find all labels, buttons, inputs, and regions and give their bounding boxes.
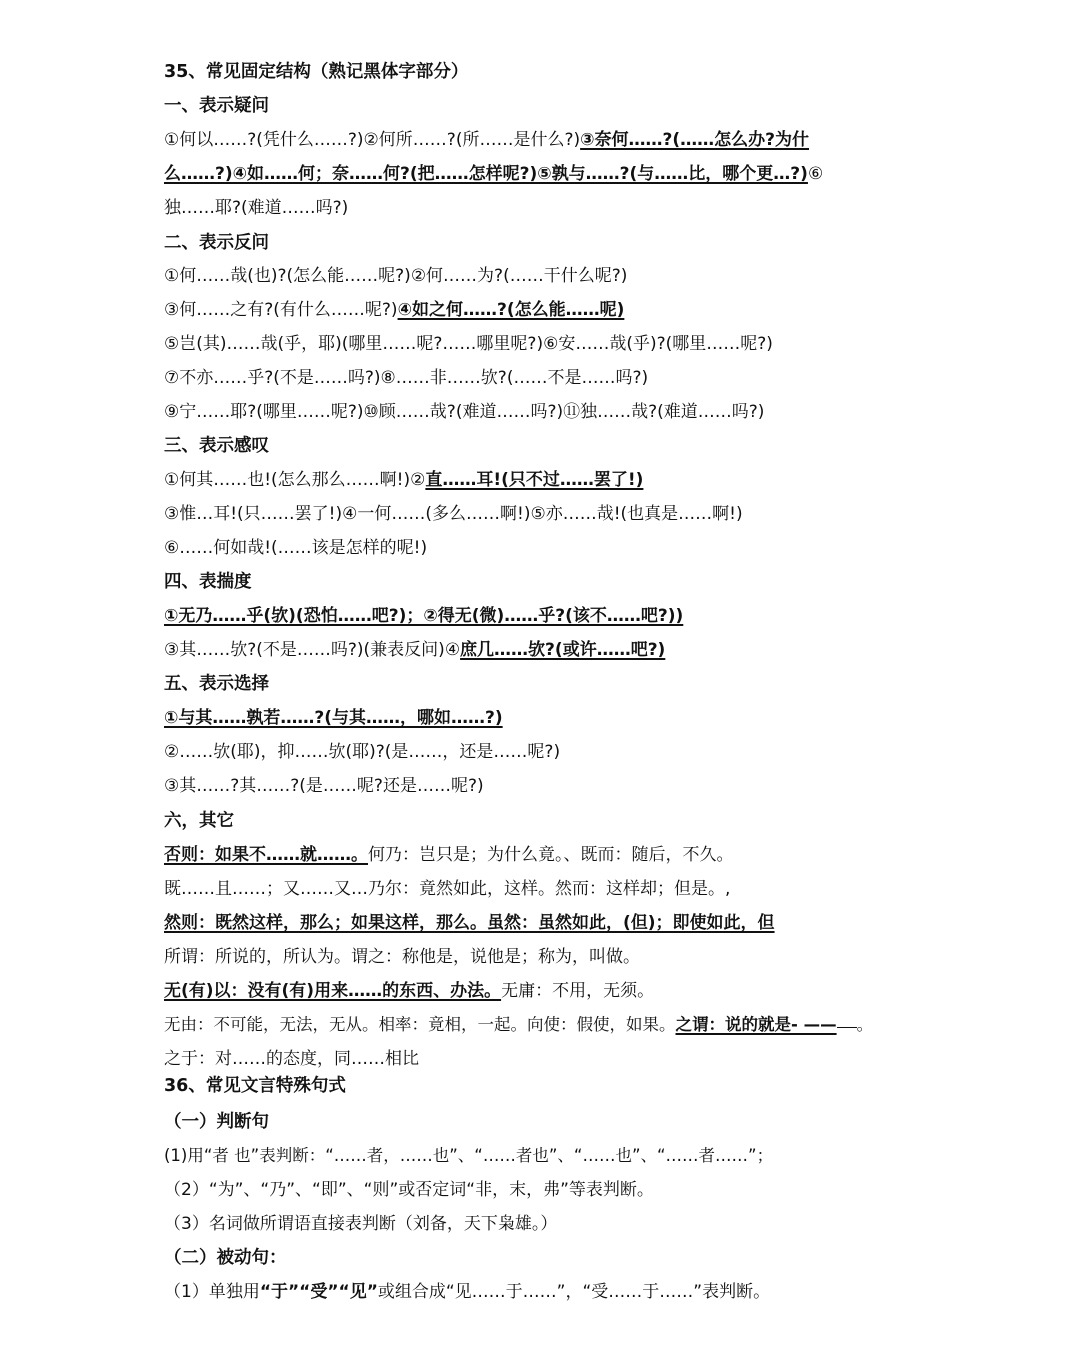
conjecture-line-2-bold: 庶几……欤?(或许……吧?): [460, 640, 666, 660]
passive-line-1-regular-a: （1）单独用: [164, 1282, 260, 1302]
question-line-2-bold: 么……?)④如……何；奈……何?(把……怎样呢?)⑤孰与……?(与……比，哪个更…?): [164, 164, 808, 184]
question-line-1: [164, 130, 809, 150]
rhetorical-line-2: [164, 300, 624, 320]
other-line-3: 然则：既然这样，那么；如果这样，那么。虽然：虽然如此，(但)；即使如此，但: [164, 913, 775, 933]
conjecture-line-2: [164, 640, 665, 660]
exclamation-line-2: ③惟…耳!(只……罢了!)④一何……(多么……啊!)⑤亦……哉!(也真是……啊!): [164, 504, 743, 524]
heading-passive: （二）被动句：: [164, 1248, 287, 1268]
rhetorical-line-3: ⑤岂(其)……哉(乎，耶)(哪里……呢?……哪里呢?)⑥安……哉(乎)?(哪里……呢?): [164, 334, 773, 354]
other-line-6: [164, 1015, 873, 1035]
question-line-1-bold: ③奈何……?(……怎么办?为什: [580, 130, 809, 150]
choice-line-2: ②……欤(耶)，抑……欤(耶)?(是……，还是……呢?): [164, 742, 561, 762]
heading-question: 一、表示疑问: [164, 96, 269, 116]
rhetorical-line-5: ⑨宁……耶?(哪里……呢?)⑩顾……哉?(难道……吗?)⑪独……哉?(难道……吗?): [164, 402, 765, 422]
other-line-2: 既……且……；又……又…乃尔：竟然如此，这样。然而：这样却；但是。,: [164, 879, 731, 899]
conjecture-line-1: ①无乃……乎(欤)(恐怕……吧?)；②得无(微)……乎?(该不……吧?)): [164, 606, 684, 626]
heading-rhetorical: 二、表示反问: [164, 233, 269, 253]
rhetorical-line-4: ⑦不亦……乎?(不是……吗?)⑧……非……欤?(……不是……吗?): [164, 368, 649, 388]
rhetorical-line-2-regular: ③何……之有?(有什么……呢?): [164, 300, 398, 320]
other-line-6-period: 。: [856, 1015, 874, 1034]
exclamation-line-3: ⑥……何如哉!(……该是怎样的呢!): [164, 538, 428, 558]
heading-judgment: （一）判断句: [164, 1112, 269, 1132]
rhetorical-line-1: ①何……哉(也)?(怎么能……呢?)②何……为?(……干什么呢?): [164, 266, 628, 286]
heading-conjecture: 四、表揣度: [164, 572, 252, 592]
other-line-5: [164, 981, 654, 1001]
judgment-line-3: （3）名词做所谓语直接表判断（刘备，天下枭雄。）: [164, 1214, 558, 1234]
question-line-1-regular: ①何以……?(凭什么……?)②何所……?(所……是什么?): [164, 130, 581, 150]
conjecture-line-2-regular: ③其……欤?(不是……吗?)(兼表反问)④: [164, 640, 461, 660]
question-line-2-tail: ⑥: [807, 164, 824, 184]
other-line-1-regular: 何乃：岂只是；为什么竟。、既而：随后，不久。: [368, 845, 734, 865]
other-line-1-bold: 否则：如果不……就……。: [164, 845, 368, 865]
heading-choice: 五、表示选择: [164, 674, 269, 694]
choice-line-1: ①与其……孰若……?(与其……，哪如……?): [164, 708, 503, 728]
passive-line-1: [164, 1282, 770, 1302]
exclamation-line-1-regular: ①何其……也!(怎么那么……啊!)②: [164, 470, 426, 490]
choice-line-3: ③其……?其……?(是……呢?还是……呢?): [164, 776, 484, 796]
exclamation-line-1-bold: 直……耳!(只不过……罢了!): [425, 470, 644, 490]
other-line-5-bold: 无(有)以：没有(有)用来……的东西、办法。: [164, 981, 502, 1001]
rhetorical-line-2-bold: ④如之何……?(怎么能……呢): [397, 300, 625, 320]
passive-line-1-regular-b: 或组合成“见……于……”，“受……于……”表判断。: [377, 1282, 771, 1302]
passive-line-1-bold: “于”“受”“见”: [259, 1282, 378, 1302]
heading-other: 六，其它: [164, 811, 234, 831]
judgment-line-2: （2）“为”、“乃”、“即”、“则”或否定词“非，末，弗”等表判断。: [164, 1180, 654, 1200]
section-36-title: 36、常见文言特殊句式: [164, 1076, 346, 1096]
other-line-7: 之于：对……的态度，同……相比: [164, 1049, 419, 1069]
heading-exclamation: 三、表示感叹: [164, 436, 269, 456]
other-line-6-bold: 之谓：说的就是- ——: [675, 1015, 837, 1034]
question-line-2: [164, 164, 823, 184]
other-line-1: [164, 845, 734, 865]
section-35-title: 35、常见固定结构（熟记黑体字部分）: [164, 62, 469, 82]
other-line-4: 所谓：所说的，所认为。谓之：称他是，说他是；称为，叫做。: [164, 947, 640, 967]
question-line-3: 独……耶?(难道……吗?): [164, 198, 349, 218]
other-line-6-regular: 无由：不可能，无法，无从。相率：竟相，一起。向使：假使，如果。: [164, 1015, 676, 1034]
judgment-line-1: (1)用“者 也”表判断：“……者，……也”、“……者也”、“……也”、“……者……”；: [164, 1146, 774, 1165]
blank-underline: [837, 1026, 857, 1028]
other-line-5-regular: 无庸：不用，无须。: [501, 981, 655, 1001]
exclamation-line-1: [164, 470, 643, 490]
